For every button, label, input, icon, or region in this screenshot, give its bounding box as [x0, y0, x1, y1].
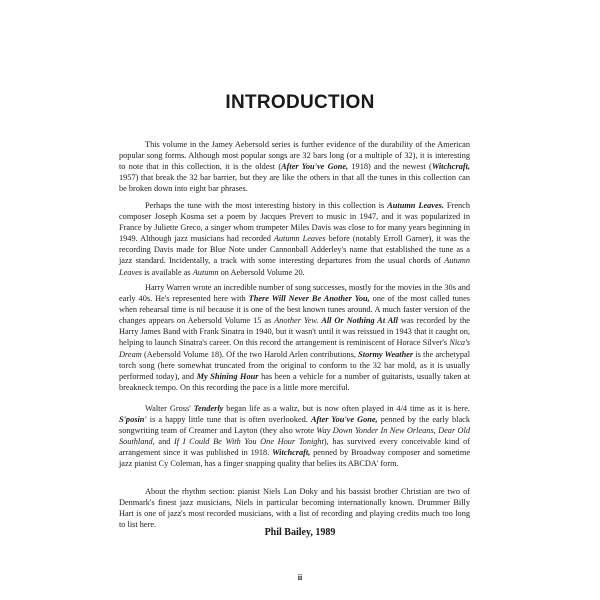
page-number: ii — [297, 573, 303, 582]
author-signature: Phil Bailey, 1989 — [264, 527, 336, 538]
paragraph-5: About the rhythm section: pianist Niels Lan Doky and his bassist brother Christian are two of Denmark's finest jazz musicians, Niels in particular becoming internationally known. Drummer Billy Hart is one of jazz's most recorded musicians, with a list of recording and playing credits much too long to list here. — [119, 487, 470, 530]
paragraph-1: This volume in the Jamey Aebersold series is further evidence of the durability of the American popular song forms. Although most popular songs are 32 bars long (or a multiple of 32), it is interesting to note that in this collection, it is the oldest (After You've Gone, 1918) and the newest (Witchcraft, 1957) that break the 32 bar barrier, but they are like the others in that all the tunes in this collection can be broken down into eight bar phrases. — [119, 140, 470, 194]
paragraph-2: Perhaps the tune with the most interesting history in this collection is Autumn Leaves. French composer Joseph Kosma set a poem by Jacques Prevert to music in 1947, and it was popularized in France by Juliette Greco, a singer whom trumpeter Miles Davis was close to for many years beginning in 1949. Although jazz musicians had recorded Autumn Leaves before (notably Erroll Garner), it was the recording Davis made for Blue Note under Cannonball Adderley's name that established the tune as a jazz standard. Incidentally, a track with some interesting departures from the usual chords of Autumn Leaves is available as Autumn on Aebersold Volume 20. — [119, 201, 470, 277]
page-title: INTRODUCTION — [225, 92, 375, 113]
paragraph-3: Harry Warren wrote an incredible number of song successes, mostly for the movies in the 30s and early 40s. He's represented here with There Will Never Be Another You, one of the most called tunes when rehearsal time is nil because it is one of the best known tunes around. A much faster version of the changes appears on Aebersold Volume 15 as Another Yew. All Or Nothing At All was recorded by the Harry James Band with Frank Sinatra in 1940, but it wasn't until it was reissued in 1943 that it caught on, helping to launch Sinatra's career. On this record the arrangement is reminiscent of Horace Silver's Nica's Dream (Aebersold Volume 18). Of the two Harold Arlen contributions, Stormy Weather is the archetypal torch song (here somewhat truncated from the original to conform to the 32 bar mold, as it is usually performed today), and My Shining Hour has been a vehicle for a number of guitarists, usually taken at breakneck tempo. On this recording the pace is a little more merciful. — [119, 283, 470, 392]
paragraph-4: Walter Gross' Tenderly began life as a waltz, but is now often played in 4/4 time as it is here. S'posin' is a happy little tune that is often overlooked. After You've Gone, penned by the early black songwriting team of Creamer and Layton (they also wrote Way Down Yonder In New Orleans, Dear Old Southland, and If I Could Be With You One Hour Tonight), has survived every conceivable kind of arrangement since it was published in 1918. Witchcraft, penned by Broadway composer and sometime jazz pianist Cy Coleman, has a finger snapping quality that belies its ABCDA' form. — [119, 404, 470, 469]
